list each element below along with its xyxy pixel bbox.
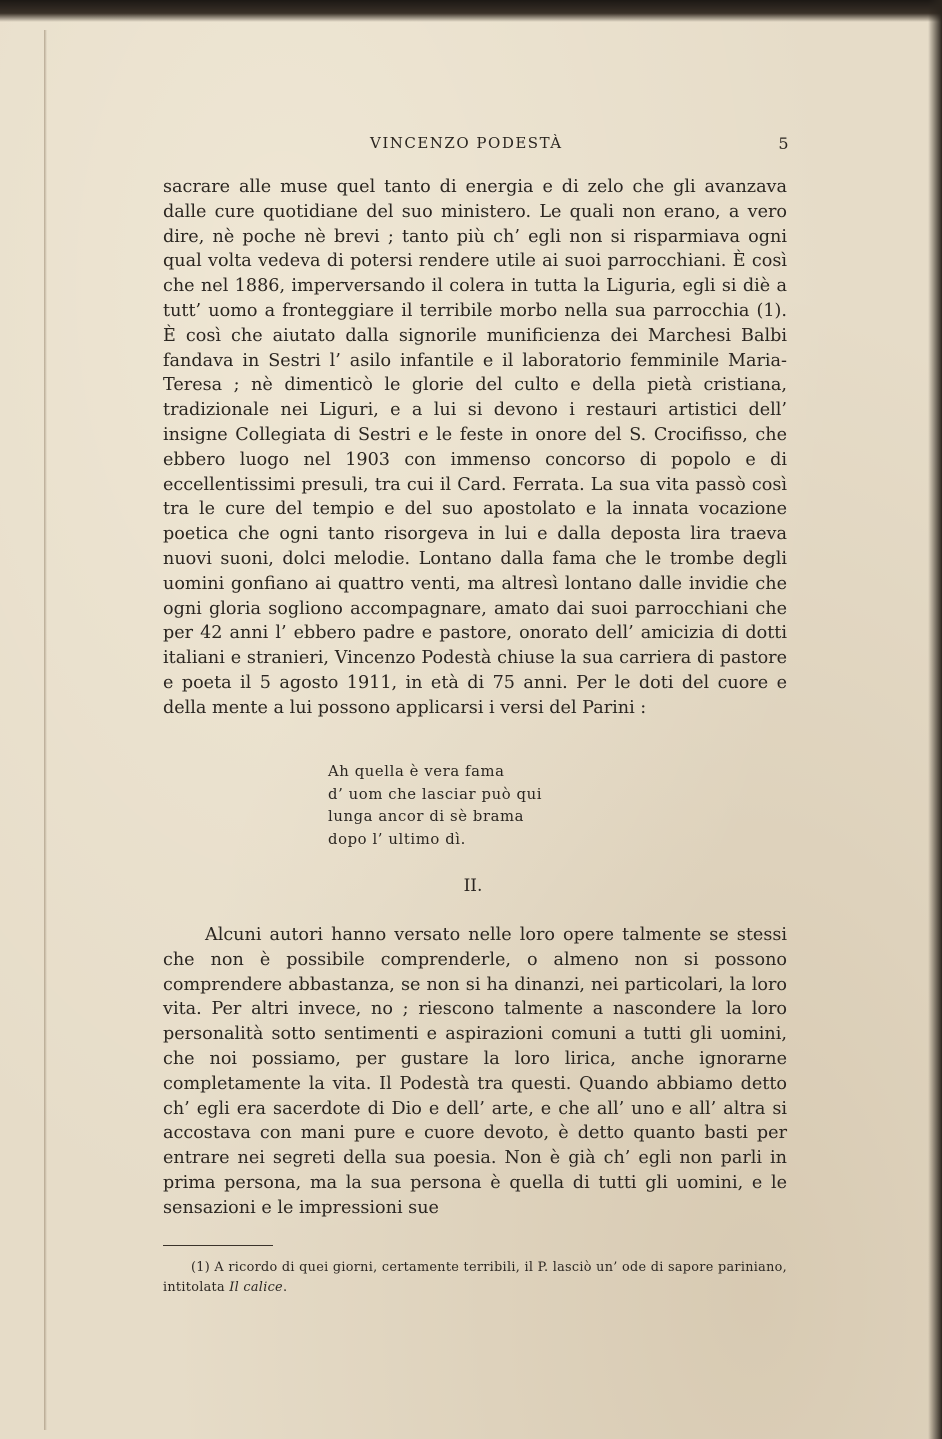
page-binding-fold: [44, 30, 47, 1430]
body-paragraph: sacrare alle muse quel tanto di energia e di zelo che gli avanzava dalle cure quotidiane del suo ministero. Le quali non erano, a vero dire, nè poche nè brevi ; tanto più ch’ egli non si risparmiava ogni qual volta vedeva di potersi rendere utile ai suoi parrocchiani. È così che nel 1886, imperversando il colera in tutta la Liguria, egli si diè a tutt’ uomo a fronteggiare il terribile morbo nella sua parrocchia (1). È così che aiutato dalla signorile munificienza dei Marchesi Balbi fandava in Sestri l’ asilo infantile e il laboratorio femminile Maria-Teresa ; nè dimenticò le glorie del culto e della pietà cristiana, tradizionale nei Liguri, e a lui si devono i restauri artistici dell’ insigne Collegiata di Sestri e le feste in onore del S. Crocifisso, che ebbero luogo nel 1903 con immenso concorso di popolo e di eccellentissimi presuli, tra cui il Card. Ferrata. La sua vita passò così tra le cure del tempio e del suo apostolato e la innata vocazione poetica che ogni tanto risorgeva in lui e dalla deposta lira traeva nuovi suoni, dolci melodie. Lontano dalla fama che le trombe degli uomini gonfiano ai quattro venti, ma altresì lontano dalle invidie che ogni gloria sogliono accompagnare, amato dai suoi parrocchiani che per 42 anni l’ ebbero padre e pastore, onorato dell’ amicizia di dotti italiani e stranieri, Vincenzo Podestà chiuse la sua carriera di pastore e poeta il 5 agosto 1911, in età di 75 anni. Per le doti del cuore e della mente a lui possono applicarsi i versi del Parini :: [163, 177, 787, 718]
body-text: [163, 175, 787, 721]
running-head: [160, 134, 790, 156]
verse-quotation: [328, 761, 542, 851]
footnote-end: .: [282, 1280, 288, 1295]
section-number: II.: [463, 876, 483, 896]
page-number: 5: [778, 134, 790, 153]
section-body: [163, 923, 787, 1221]
footnote-divider: [163, 1245, 273, 1246]
running-title: VINCENZO PODESTÀ: [370, 134, 563, 152]
section-paragraph: Alcuni autori hanno versato nelle loro opere talmente se stessi che non è possibile comprenderle, o almeno non si possono comprendere abbastanza, se non si ha dinanzi, nei particolari, la loro vita. Per altri invece, no ; riescono talmente a nascondere la loro personalità sotto sentimenti e aspirazioni comuni a tutti gli uomini, che noi possiamo, per gustare la loro lirica, anche ignorarne completamente la vita. Il Podestà tra questi. Quando abbiamo detto ch’ egli era sacerdote di Dio e dell’ arte, e che all’ uno e all’ altra si accostava con mani pure e cuore devoto, è detto quanto basti per entrare nei segreti della sua poesia. Non è già ch’ egli non parli in prima persona, ma la sua persona è quella di tutti gli uomini, e le sensazioni e le impressioni sue: [163, 925, 787, 1218]
verse-line: d’ uom che lasciar può qui: [328, 785, 543, 803]
verse-line: dopo l’ ultimo dì.: [328, 830, 466, 848]
footnote-title: Il calice: [229, 1280, 283, 1295]
verse-line: Ah quella è vera fama: [328, 763, 505, 780]
page-right-edge: [928, 0, 942, 1439]
footnote-text: (1) A ricordo di quei giorni, certamente terribili, il P. lasciò un’ ode di sapore pariniano, intitolata: [163, 1260, 787, 1295]
verse-line: lunga ancor di sè brama: [328, 808, 525, 825]
page-top-edge: [0, 0, 942, 22]
footnote: [163, 1258, 787, 1298]
